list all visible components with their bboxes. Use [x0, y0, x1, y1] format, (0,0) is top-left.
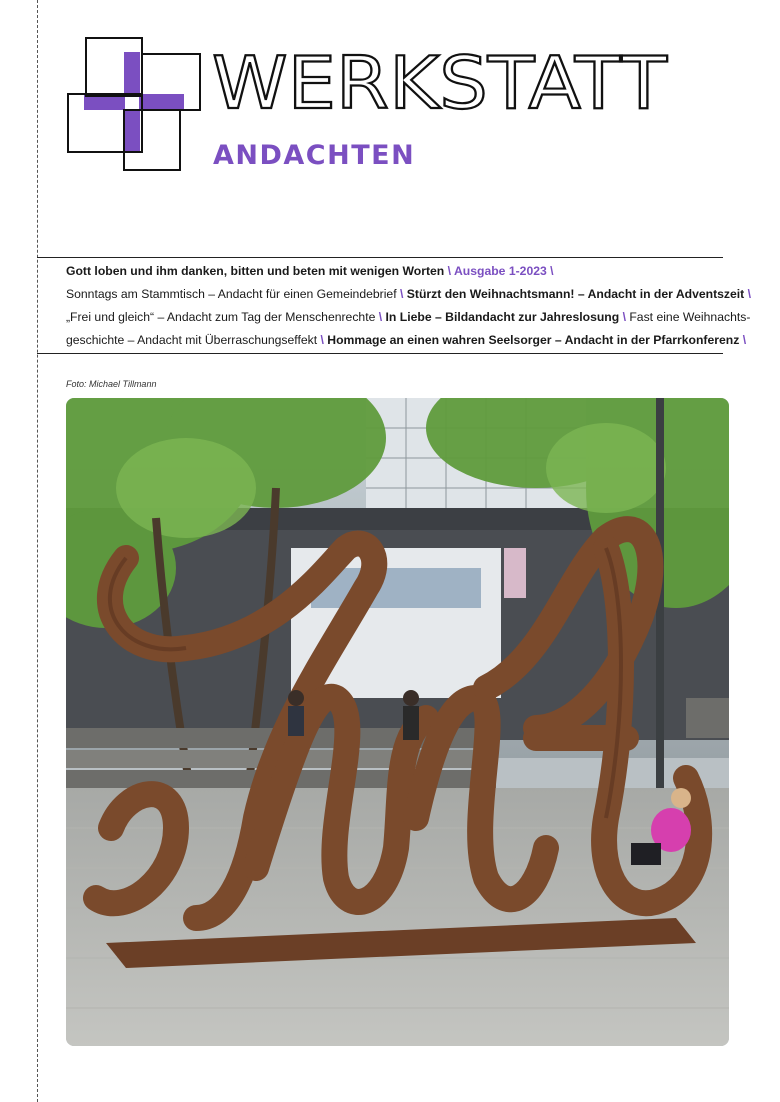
contents-line-3 — [66, 306, 751, 329]
contents-line-2 — [66, 283, 752, 306]
cover-photo — [66, 398, 729, 1046]
separator: \ — [739, 333, 747, 347]
contents-item: Hommage an einen wahren Seelsorger – Andacht in der Pfarrkonferenz — [327, 333, 740, 347]
divider-top — [37, 257, 723, 258]
contents-item: Stürzt den Weihnachtsmann! – Andacht in der Adventszeit — [406, 287, 745, 301]
contents-item: geschichte – Andacht mit Überraschungseffekt — [66, 333, 318, 347]
contents-line-1 — [66, 260, 726, 283]
separator: \ — [375, 310, 386, 324]
contents-lead: Gott loben und ihm danken, bitten und beten mit wenigen Worten — [66, 264, 445, 278]
separator: \ — [317, 333, 328, 347]
separator: \ — [396, 287, 407, 301]
brand-title: WERKSTATT — [212, 48, 669, 118]
issue-label: Ausgabe 1-2023 \ — [453, 264, 554, 278]
divider-bottom — [37, 353, 723, 354]
separator: \ — [619, 310, 630, 324]
contents-item: Sonntags am Stammtisch – Andacht für einen Gemeindebrief — [66, 287, 397, 301]
margin-guide — [37, 0, 38, 1102]
separator: \ — [744, 287, 752, 301]
page-subtitle: ANDACHTEN — [213, 140, 416, 171]
table-of-contents — [66, 260, 752, 352]
contents-line-4 — [66, 329, 747, 352]
contents-item: Fast eine Weihnachts- — [629, 310, 751, 324]
contents-item: „Frei und gleich“ – Andacht zum Tag der Menschenrechte — [66, 310, 376, 324]
brand-wordmark — [212, 48, 672, 118]
photo-credit: Foto: Michael Tillmann — [66, 379, 157, 389]
separator: \ — [444, 264, 454, 278]
contents-item: In Liebe – Bildandacht zur Jahreslosung — [385, 310, 620, 324]
cross-squares-logo-icon — [66, 36, 206, 172]
